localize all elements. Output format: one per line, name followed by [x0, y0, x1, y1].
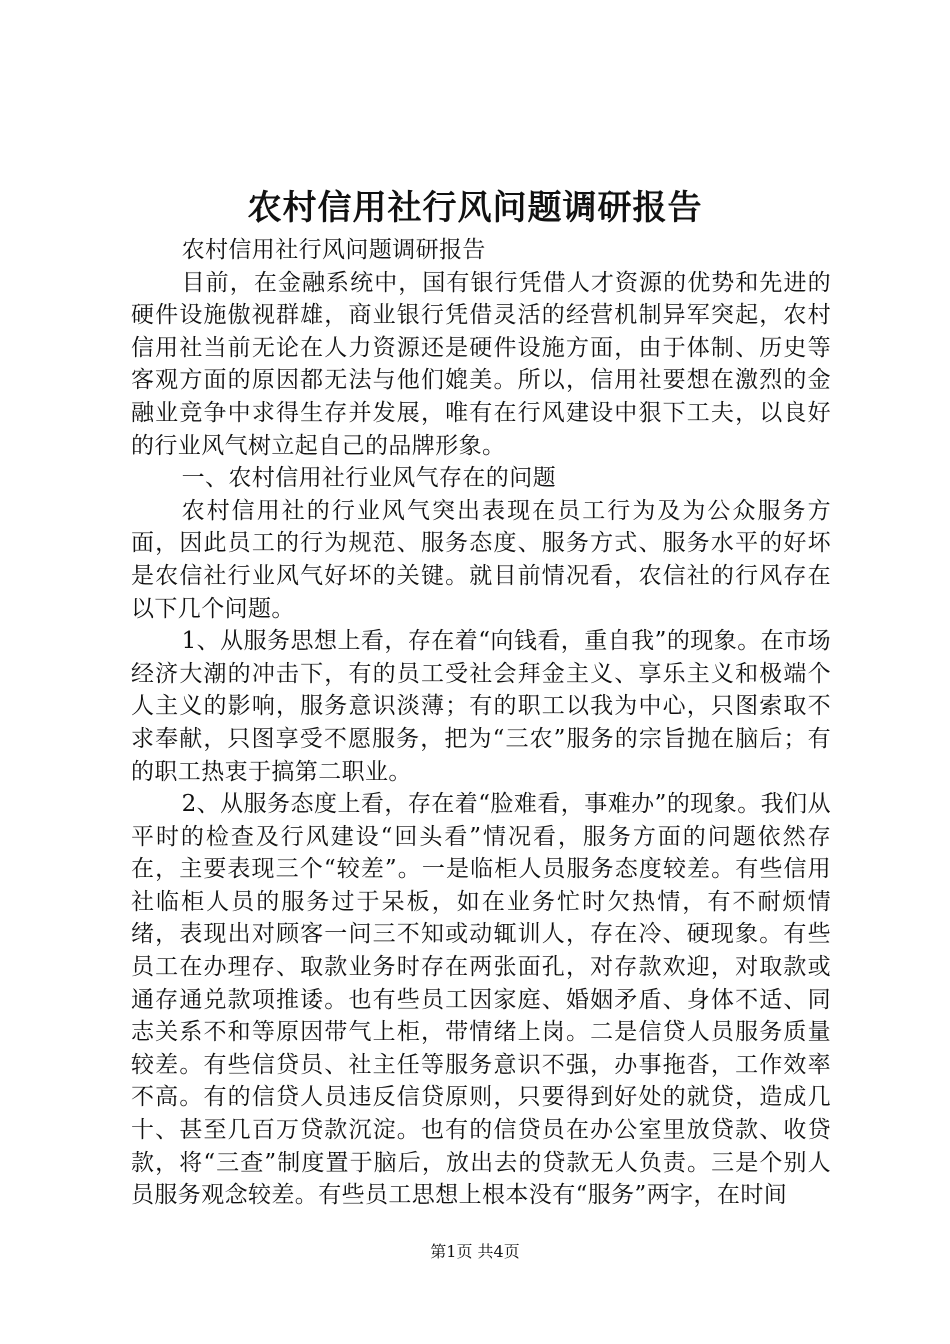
- paragraph-point-2: 2、从服务态度上看，存在着“脸难看，事难办”的现象。我们从平时的检查及行风建设“回头看”情况看，服务方面的问题依然存在，主要表现三个“较差”。一是临柜人员服务态度较差。有些信用社临柜人员的服务过于呆板，如在业务忙时欠热情，有不耐烦情绪，表现出对顾客一问三不知或动辄训人，存在冷、硬现象。有些员工在办理存、取款业务时存在两张面孔，对存款欢迎，对取款或通存通兑款项推诿。也有些员工因家庭、婚姻矛盾、身体不适、同志关系不和等原因带气上柜，带情绪上岗。二是信贷人员服务质量较差。有些信贷员、社主任等服务意识不强，办事拖沓，工作效率不高。有的信贷人员违反信贷原则，只要得到好处的就贷，造成几十、甚至几百万贷款沉淀。也有的信贷员在办公室里放贷款、收贷款，将“三查”制度置于脑后，放出去的贷款无人负责。三是个别人员服务观念较差。有些员工思想上根本没有“服务”两字，在时间: [131, 791, 831, 1209]
- document-body: [131, 234, 831, 1212]
- section-heading-1: 一、农村信用社行业风气存在的问题: [181, 465, 556, 492]
- paragraph-subtitle: 农村信用社行风问题调研报告: [181, 237, 486, 263]
- page-number-footer: 第1页 共4页: [430, 1242, 520, 1261]
- paragraph-point-1: 1、从服务思想上看，存在着“向钱看，重自我”的现象。在市场经济大潮的冲击下，有的员工受社会拜金主义、享乐主义和极端个人主义的影响，服务意识淡薄；有的职工以我为中心，只图索取不求奉献，只图享受不愿服务，把为“三农”服务的宗旨抛在脑后；有的职工热衷于搞第二职业。: [131, 628, 831, 785]
- document-title: 农村信用社行风问题调研报告: [247, 188, 703, 228]
- paragraph-overview: 农村信用社的行业风气突出表现在员工行为及为公众服务方面，因此员工的行为规范、服务态度、服务方式、服务水平的好坏是农信社行业风气好坏的关键。就目前情况看，农信社的行风存在以下几个问题。: [131, 497, 831, 622]
- paragraph-intro: 目前，在金融系统中，国有银行凭借人才资源的优势和先进的硬件设施傲视群雄，商业银行凭借灵活的经营机制异军突起，农村信用社当前无论在人力资源还是硬件设施方面，由于体制、历史等客观方面的原因都无法与他们媲美。所以，信用社要想在激烈的金融业竞争中求得生存并发展，唯有在行风建设中狠下工夫，以良好的行业风气树立起自己的品牌形象。: [131, 269, 831, 459]
